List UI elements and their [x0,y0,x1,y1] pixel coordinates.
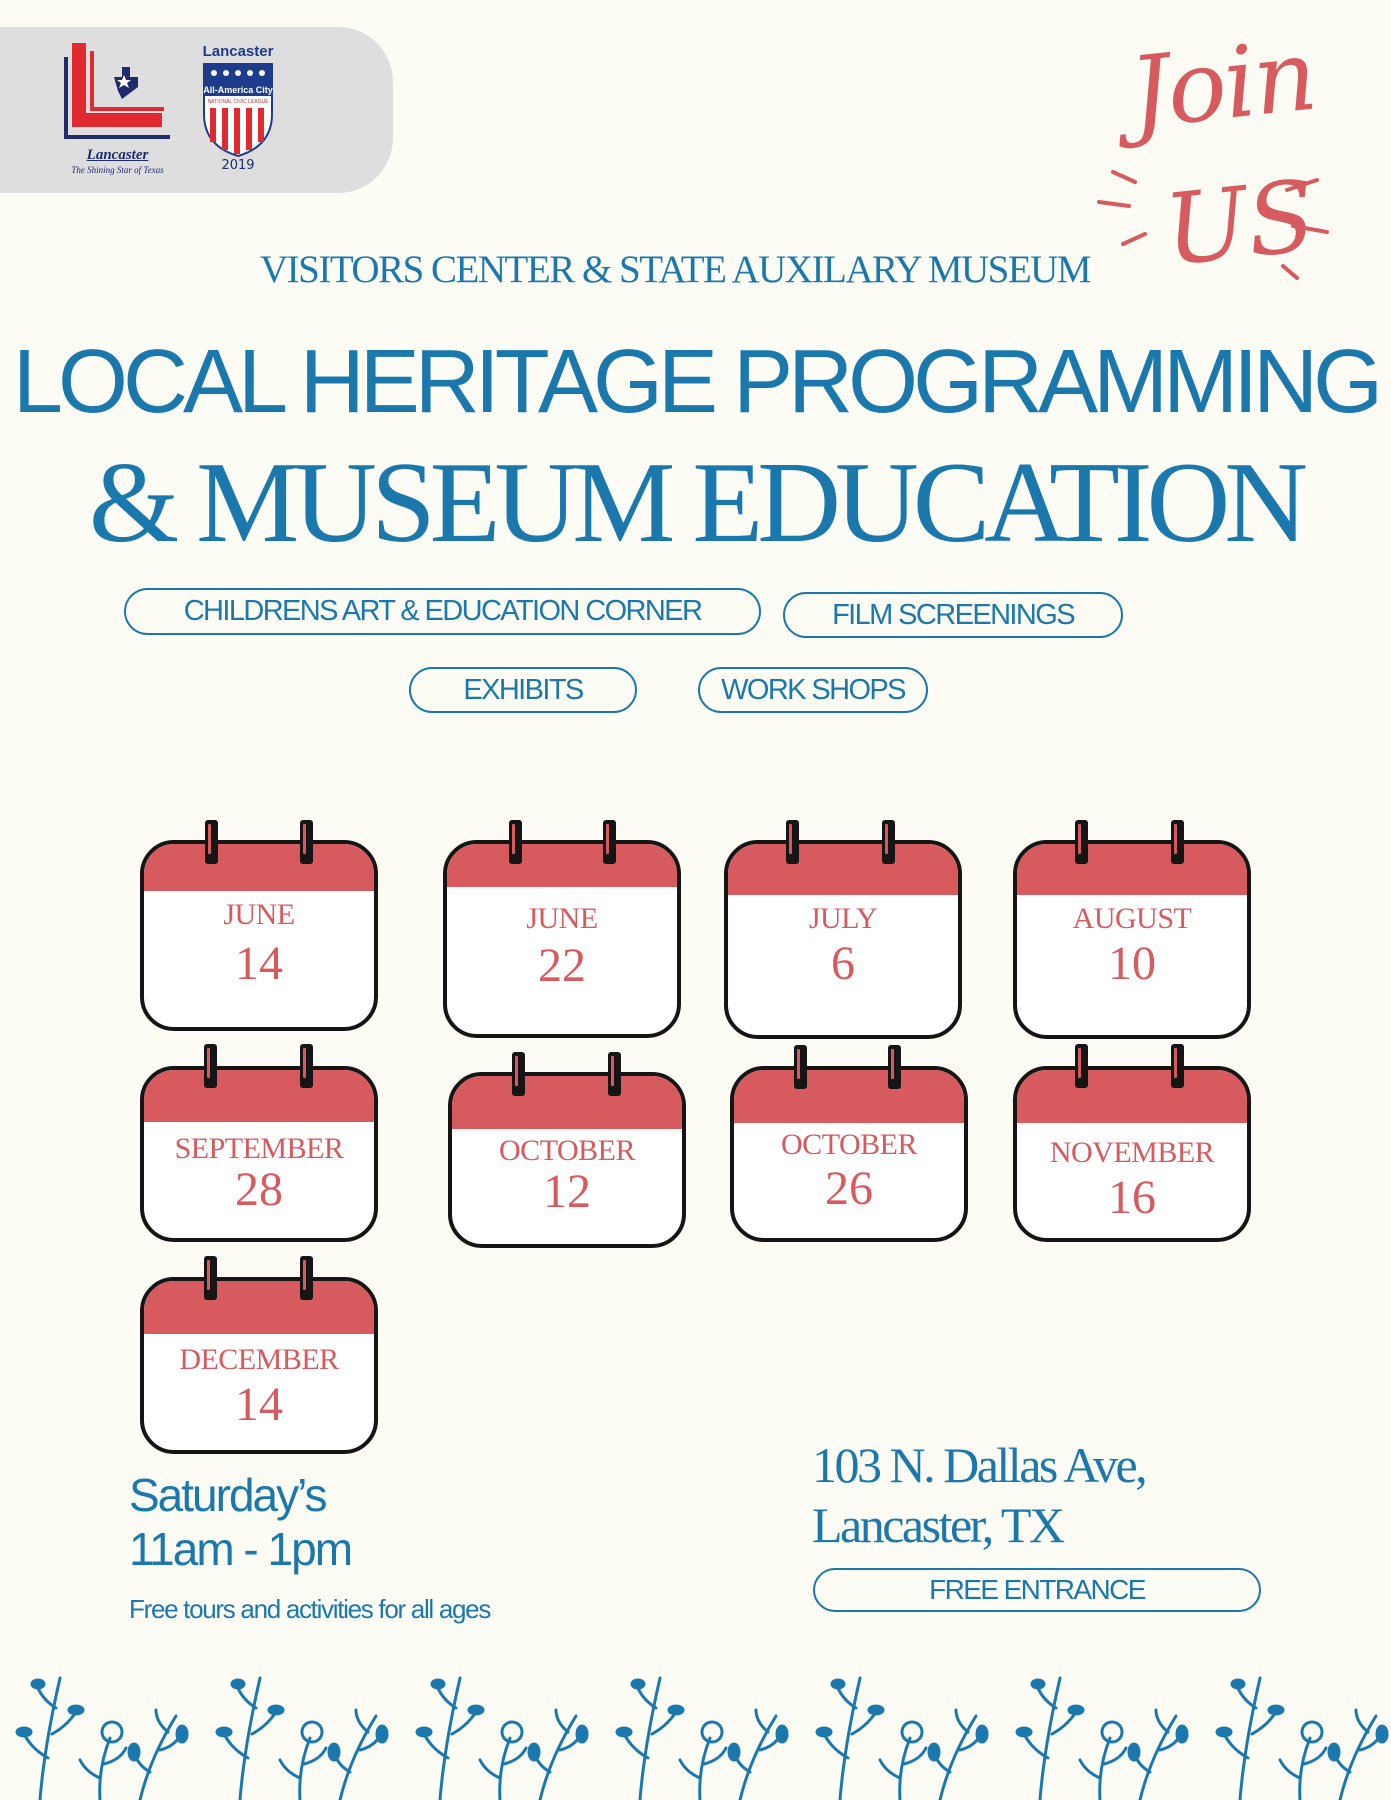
subtitle: VISITORS CENTER & STATE AUXILARY MUSEUM [259,248,1091,291]
all-america-city-logo [192,43,284,178]
calendar-day: 6 [831,937,855,990]
calendar-month: AUGUST [1072,902,1192,935]
address-city: Lancaster, TX [812,1497,1063,1553]
calendar-ring-icon [794,1045,807,1089]
calendar-ring-icon [882,820,895,864]
calendar-month: SEPTEMBER [174,1132,344,1165]
aac-year: 2019 [221,158,255,173]
calendar-date [1013,1044,1251,1242]
page-title-line1: LOCAL HERITAGE PROGRAMMING [12,332,1379,432]
program-pill-workshops: WORK SHOPS [698,667,928,713]
program-pill-exhibits: EXHIBITS [409,667,637,713]
program-pill-childrens-art: CHILDRENS ART & EDUCATION CORNER [124,588,761,635]
calendar-month: JUNE [526,902,598,935]
free-entrance-pill: FREE ENTRANCE [813,1568,1261,1612]
calendar-day: 14 [235,937,283,990]
program-pill-film-screenings: FILM SCREENINGS [783,592,1123,638]
calendar-ring-icon [888,1045,901,1089]
calendar-ring-icon [204,1256,217,1300]
calendar-date [140,820,392,1031]
calendar-ring-icon [300,820,313,864]
calendar-ring-icon [300,1256,313,1300]
page-title-line2: & MUSEUM EDUCATION [88,439,1303,567]
us-text: US [1159,159,1321,289]
schedule-note: Free tours and activities for all ages [129,1594,491,1624]
city-logo-tagline: The Shining Star of Texas [71,165,164,175]
calendar-date [443,820,681,1000]
calendar-day: 16 [1108,1171,1156,1224]
calendar-ring-icon [205,820,218,864]
calendar-month: DECEMBER [179,1343,339,1376]
calendar-ring-icon [512,1052,525,1096]
calendar-month: NOVEMBER [1049,1136,1215,1169]
calendar-date [730,1045,968,1242]
calendar-date [1013,820,1251,1000]
calendar-month: OCTOBER [499,1134,635,1167]
calendar-date [140,1044,378,1242]
calendar-month: JUNE [223,898,295,931]
calendar-day: 14 [235,1378,283,1431]
calendar-day: 12 [543,1165,591,1218]
join-us-lettering [1095,18,1365,292]
calendar-ring-icon [509,820,522,864]
city-logo [60,43,175,181]
calendar-date [140,1256,378,1454]
join-text: Join [1124,18,1321,152]
calendar-ring-icon [204,1044,217,1088]
calendar-day: 26 [825,1162,873,1215]
schedule-hours: 11am - 1pm [129,1523,352,1575]
calendar-ring-icon [608,1052,621,1096]
lancaster-l-icon [60,43,175,147]
address-block [812,1435,1145,1555]
schedule-days: Saturday’s [129,1469,326,1521]
calendar-day: 28 [235,1163,283,1216]
aac-city-name: Lancaster [202,43,274,60]
aac-banner: All-America City [203,85,273,95]
shield-icon [202,62,274,158]
calendar-day: 10 [1108,937,1156,990]
calendar-month: OCTOBER [781,1128,917,1161]
calendar-ring-icon [786,820,799,864]
calendar-ring-icon [603,820,616,864]
schedule-block [129,1468,351,1576]
address-street: 103 N. Dallas Ave, [812,1437,1146,1493]
calendar-day: 22 [538,939,586,992]
city-logo-name: Lancaster [86,147,149,163]
aac-league: NATIONAL CIVIC LEAGUE [207,99,269,105]
calendar-ring-icon [1171,820,1184,864]
calendar-date [724,820,962,1000]
calendar-month: JULY [808,902,878,935]
calendar-ring-icon [1171,1044,1184,1088]
calendar-ring-icon [300,1044,313,1088]
calendar-ring-icon [1075,1044,1088,1088]
floral-border-icon [0,1668,1391,1800]
calendar-ring-icon [1075,820,1088,864]
calendar-date [448,1052,686,1248]
